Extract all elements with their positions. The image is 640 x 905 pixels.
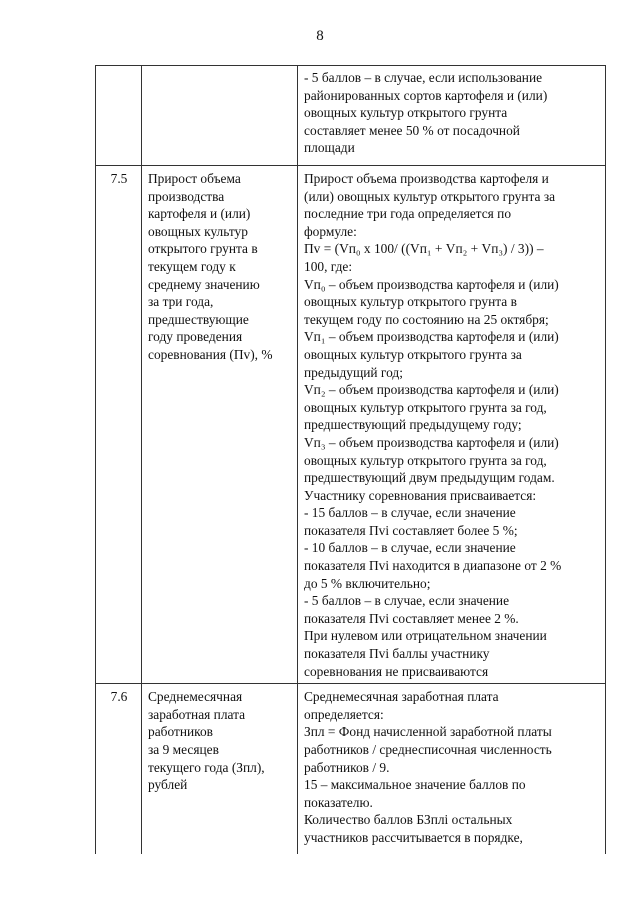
table-row (96, 166, 606, 684)
criterion-cell (142, 684, 298, 854)
row-number (96, 66, 142, 166)
text-line: показателя Пvi находится в диапазоне от 2 % (304, 558, 562, 574)
description-cell (298, 684, 606, 854)
text-line: текущем году к (148, 258, 236, 274)
text-line: текущего года (Зпл), (148, 759, 265, 775)
text-line: соревнования не присваиваются (304, 663, 489, 679)
text-line: овощных культур открытого грунта за год, (304, 399, 547, 415)
text-line: определяется: (304, 706, 384, 722)
text-line: показателя Пvi составляет более 5 %; (304, 522, 518, 538)
text-line: рублей (148, 777, 188, 793)
text-line: Vп₁ – объем производства картофеля и (или) (304, 329, 559, 345)
text-line: предыдущий год; (304, 364, 403, 380)
text-line: производства (148, 188, 225, 204)
page-number: 8 (316, 28, 324, 44)
text-line: овощных культур открытого грунта (304, 105, 508, 121)
text-line: предшествующий предыдущему году; (304, 417, 522, 433)
text-line: Vп₂ – объем производства картофеля и (или) (304, 382, 559, 398)
text-line: составляет менее 50 % от посадочной (304, 122, 520, 138)
text-line: предшествующий двум предыдущим годам. (304, 470, 555, 486)
text-line: формуле: (304, 223, 357, 239)
text-line: показателю. (304, 794, 373, 810)
text-line: (или) овощных культур открытого грунта за (304, 188, 556, 204)
table-row (96, 684, 606, 854)
text-line: работников (148, 724, 213, 740)
text-line: 15 – максимальное значение баллов по (304, 777, 526, 793)
criterion-cell (142, 166, 298, 684)
text-line: - 15 баллов – в случае, если значение (304, 505, 516, 521)
table-row (96, 66, 606, 166)
text-line: овощных культур открытого грунта в (304, 294, 517, 310)
text-line: Прирост объема (148, 171, 241, 186)
text-line: площади (304, 140, 355, 156)
text-line: за три года, (148, 294, 214, 310)
text-line: среднему значению (148, 276, 260, 292)
text-line: Среднемесячная (148, 689, 243, 705)
text-line: за 9 месяцев (148, 742, 219, 757)
text-line: работников / среднесписочная численность (304, 742, 552, 757)
text-line: При нулевом или отрицательном значении (304, 628, 547, 644)
text-line: заработная плата (148, 706, 246, 722)
text-line: картофеля и (или) (148, 206, 251, 222)
text-line: предшествующие (148, 311, 249, 327)
text-line: районированных сортов картофеля и (или) (304, 87, 548, 103)
text-line: Vп₃ – объем производства картофеля и (или) (304, 434, 559, 450)
text-line: работников / 9. (304, 759, 390, 775)
text-line: овощных культур (148, 223, 248, 239)
text-line: показателя Пvi баллы участнику (304, 646, 490, 662)
text-line: Количество баллов БЗплі остальных (304, 812, 513, 828)
text-line: участников рассчитывается в порядке, (304, 829, 523, 845)
text-line: открытого грунта в (148, 241, 258, 257)
text-line: овощных культур открытого грунта за год, (304, 452, 547, 468)
text-line: Прирост объема производства картофеля и (304, 171, 549, 186)
text-line: Зпл = Фонд начисленной заработной платы (304, 724, 552, 740)
text-line: - 5 баллов – в случае, если использование (304, 70, 543, 85)
text-line: 100, где: (304, 258, 353, 274)
text-line: соревнования (Пv), % (148, 346, 273, 362)
text-line: - 5 баллов – в случае, если значение (304, 593, 510, 609)
text-line: до 5 % включительно; (304, 575, 431, 591)
text-line: последние три года определяется по (304, 206, 512, 222)
text-line: Участнику соревнования присваивается: (304, 487, 537, 503)
row-number: 7.6 (96, 684, 142, 854)
text-line: овощных культур открытого грунта за (304, 346, 522, 362)
description-cell (298, 166, 606, 684)
row-number: 7.5 (96, 166, 142, 684)
text-line: текущем году по состоянию на 25 октября; (304, 311, 549, 327)
criterion-cell (142, 66, 298, 166)
text-line: году проведения (148, 329, 243, 345)
text-line: Vп₀ – объем производства картофеля и (или) (304, 276, 559, 292)
text-line: показателя Пvi составляет менее 2 %. (304, 610, 519, 626)
description-cell (298, 66, 606, 166)
text-line: - 10 баллов – в случае, если значение (304, 540, 516, 556)
text-line: Среднемесячная заработная плата (304, 689, 499, 705)
criteria-table (95, 65, 606, 854)
text-line: Пv = (Vп₀ х 100/ ((Vп₁ + Vп₂ + Vп₃) / 3)) – (304, 241, 544, 257)
